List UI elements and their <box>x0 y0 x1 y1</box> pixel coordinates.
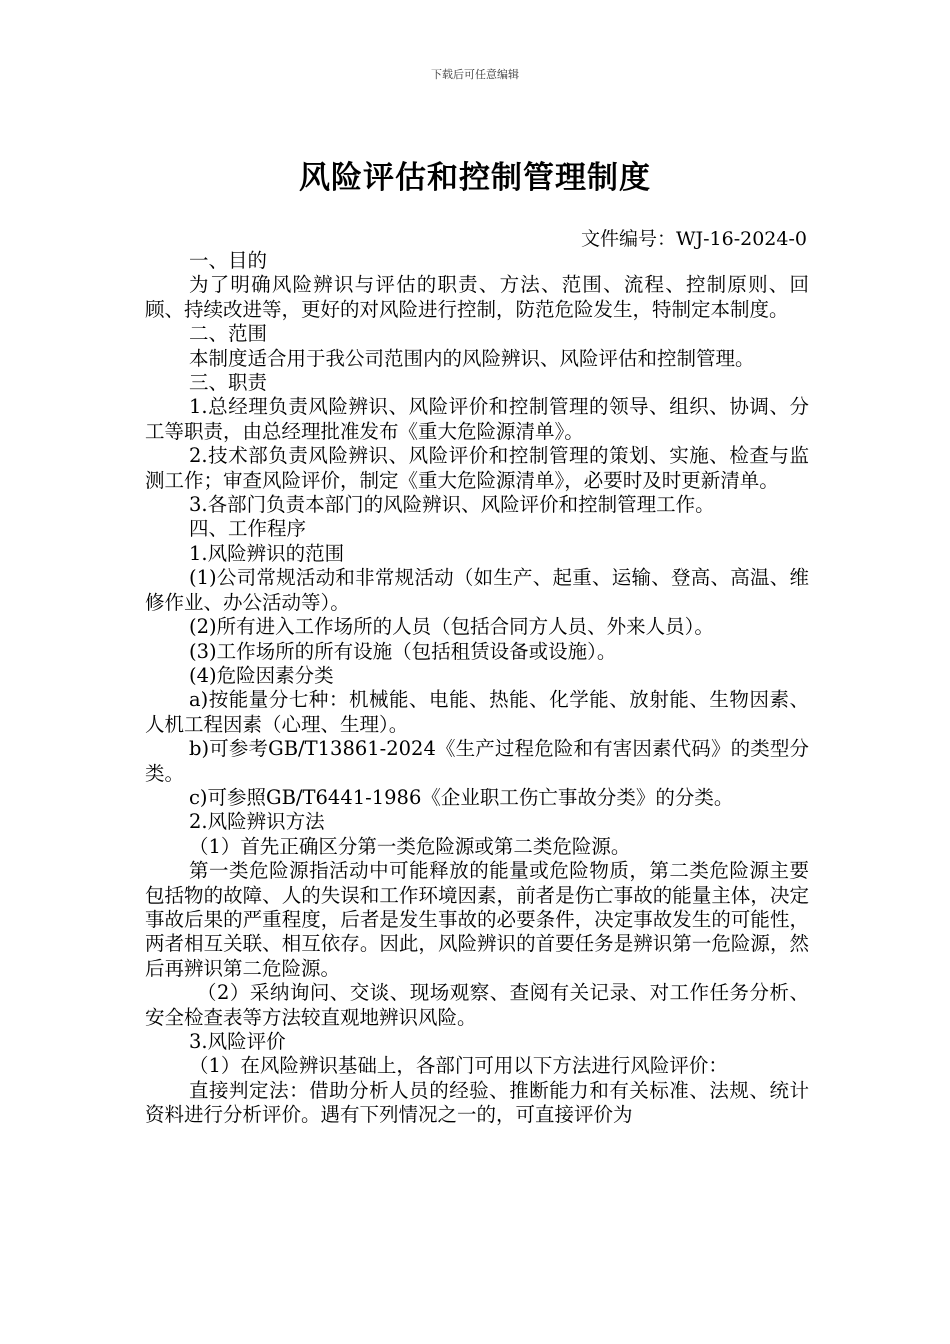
paragraph: 本制度适合用于我公司范围内的风险辨识、风险评估和控制管理。 <box>189 346 755 370</box>
paragraph: a)按能量分七种：机械能、电能、热能、化学能、放射能、生物因素、人机工程因素（心理、生理）。 <box>145 688 809 736</box>
header-note: 下载后可任意编辑 <box>431 68 519 81</box>
document-title: 风险评估和控制管理制度 <box>299 160 651 196</box>
paragraph: 3.各部门负责本部门的风险辨识、风险评价和控制管理工作。 <box>189 493 715 517</box>
paragraph: 1.总经理负责风险辨识、风险评价和控制管理的领导、组织、协调、分工等职责，由总经理批准发布《重大危险源清单》。 <box>145 395 809 443</box>
paragraph: 第一类危险源指活动中可能释放的能量或危险物质，第二类危险源主要包括物的故障、人的失误和工作环境因素，前者是伤亡事故的能量主体，决定事故后果的严重程度，后者是发生事故的必要条件，决定事故发生的可能性，两者相互关联、相互依存。因此，风险辨识的首要任务是辨识第一危险源，然后再辨识第二危险源。 <box>145 859 809 980</box>
subsection-heading: 2.风险辨识方法 <box>189 810 325 834</box>
section-heading: 三、职责 <box>189 371 268 395</box>
paragraph: b)可参考GB/T13861-2024《生产过程危险和有害因素代码》的类型分类。 <box>145 737 809 785</box>
document-body <box>145 249 809 1128</box>
paragraph: (1)公司常规活动和非常规活动（如生产、起重、运输、登高、高温、维修作业、办公活动等）。 <box>145 566 809 614</box>
section-heading: 一、目的 <box>189 249 268 272</box>
subsection-heading: 3.风险评价 <box>189 1030 286 1053</box>
paragraph: (2)所有进入工作场所的人员（包括合同方人员、外来人员）。 <box>189 615 714 639</box>
paragraph: (4)危险因素分类 <box>189 663 334 687</box>
document-number: 文件编号：WJ-16-2024-0 <box>580 228 807 250</box>
paragraph: (3)工作场所的所有设施（包括租赁设备或设施）。 <box>189 639 617 663</box>
paragraph: 直接判定法：借助分析人员的经验、推断能力和有关标准、法规、统计资料进行分析评价。遇有下列情况之一的，可直接评价为 <box>145 1078 809 1127</box>
section-heading: 二、范围 <box>189 322 268 346</box>
subsection-heading: 1.风险辨识的范围 <box>189 541 345 565</box>
paragraph: （2）采纳询问、交谈、现场观察、查阅有关记录、对工作任务分析、安全检查表等方法较直观地辨识风险。 <box>145 981 809 1029</box>
paragraph: c)可参照GB/T6441-1986《企业职工伤亡事故分类》的分类。 <box>189 785 734 809</box>
paragraph: （1）在风险辨识基础上，各部门可用以下方法进行风险评价： <box>189 1054 728 1078</box>
paragraph: 为了明确风险辨识与评估的职责、方法、范围、流程、控制原则、回顾、持续改进等，更好的对风险进行控制，防范危险发生，特制定本制度。 <box>145 273 809 321</box>
section-heading: 四、工作程序 <box>189 517 307 541</box>
paragraph: （1）首先正确区分第一类危险源或第二类危险源。 <box>189 834 631 858</box>
paragraph: 2.技术部负责风险辨识、风险评价和控制管理的策划、实施、检查与监测工作；审查风险评价，制定《重大危险源清单》，必要时及时更新清单。 <box>145 444 809 492</box>
